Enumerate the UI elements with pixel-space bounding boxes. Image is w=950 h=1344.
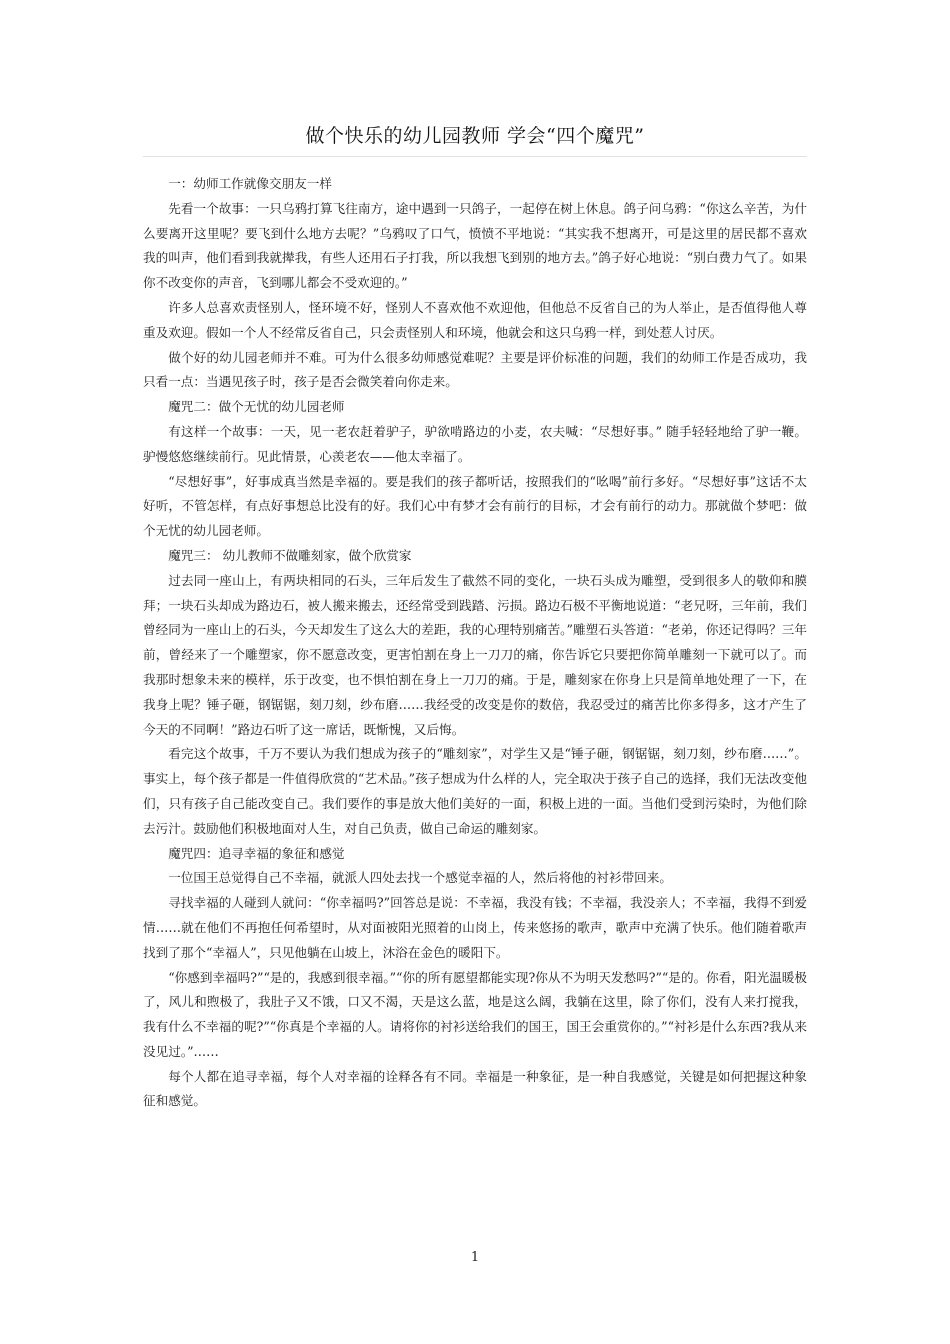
document-title: 做个快乐的幼儿园教师 学会“四个魔咒” xyxy=(305,125,645,147)
paragraph: 一位国王总觉得自己不幸福，就派人四处去找一个感觉幸福的人，然后将他的衬衫带回来。 xyxy=(168,870,672,886)
paragraph: 有这样一个故事：一天，见一老农赶着驴子，驴欲啃路边的小麦，农夫喊：“尽想好事。” 随手轻轻地给了驴一鞭。驴慢悠悠继续前行。见此情景，心羡老农——他太幸福了。 xyxy=(143,423,807,464)
page-number: 1 xyxy=(470,1250,480,1265)
paragraph: “你感到幸福吗?”“是的，我感到很幸福。”“你的所有愿望都能实现?你从不为明天发愁吗?”“是的。你看，阳光温暖极了，风儿和煦极了，我肚子又不饿，口又不渴，天是这么蓝，地是这么阔，我躺在这里，除了你们，没有人来打搅我，我有什么不幸福的呢?”“你真是个幸福的人。请将你的衬衫送给我们的国王，国王会重赏你的。”“衬衫是什么东西?我从来没见过。”…… xyxy=(143,969,807,1059)
paragraph: 看完这个故事，千万不要认为我们想成为孩子的“雕刻家”，对学生又是“锤子砸，钢锯锯，刻刀刻，纱布磨……”。事实上，每个孩子都是一件值得欣赏的“艺术品。”孩子想成为什么样的人，完全取决于孩子自己的选择，我们无法改变他们，只有孩子自己能改变自己。我们要作的事是放大他们美好的一面，积极上进的一面。当他们受到污染时，为他们除去污汁。鼓励他们积极地面对人生，对自己负责，做自己命运的雕刻家。 xyxy=(143,746,807,836)
paragraph: “尽想好事”，好事成真当然是幸福的。要是我们的孩子都听话，按照我们的“吆喝”前行多好。“尽想好事”这话不太好听，不管怎样，有点好事想总比没有的好。我们心中有梦才会有前行的目标，才会有前行的动力。那就做个梦吧：做个无忧的幼儿园老师。 xyxy=(143,473,807,539)
paragraph: 许多人总喜欢责怪别人，怪环境不好，怪别人不喜欢他不欢迎他，但他总不反省自己的为人举止，是否值得他人尊重及欢迎。假如一个人不经常反省自己，只会责怪别人和环境，他就会和这只乌鸦一样，到处惹人讨厌。 xyxy=(143,299,807,340)
section-heading-3: 魔咒三： 幼儿教师不做雕刻家，做个欣赏家 xyxy=(168,547,412,563)
section-heading-4: 魔咒四：追寻幸福的象征和感觉 xyxy=(168,845,345,861)
title-divider xyxy=(143,156,807,157)
paragraph: 每个人都在追寻幸福，每个人对幸福的诠释各有不同。幸福是一种象征，是一种自我感觉，关键是如何把握这种象征和感觉。 xyxy=(143,1068,807,1109)
section-heading-2: 魔咒二：做个无忧的幼儿园老师 xyxy=(168,399,345,415)
paragraph: 先看一个故事：一只乌鸦打算飞往南方，途中遇到一只鸽子，一起停在树上休息。鸽子问乌鸦：“你这么辛苦，为什么要离开这里呢？要飞到什么地方去呢？”乌鸦叹了口气，愤愤不平地说：“其实我不想离开，可是这里的居民都不喜欢我的叫声，他们看到我就撵我，有些人还用石子打我，所以我想飞到别的地方去。”鸽子好心地说：“别白费力气了。如果你不改变你的声音，飞到哪儿都会不受欢迎的。” xyxy=(143,200,807,291)
section-heading-1: 一：幼师工作就像交朋友一样 xyxy=(168,176,332,191)
paragraph: 做个好的幼儿园老师并不难。可为什么很多幼师感觉难呢？主要是评价标准的问题，我们的幼师工作是否成功，我只看一点：当遇见孩子时，孩子是否会微笑着向你走来。 xyxy=(143,349,807,390)
paragraph: 过去同一座山上，有两块相同的石头，三年后发生了截然不同的变化，一块石头成为雕塑，受到很多人的敬仰和膜拜；一块石头却成为路边石，被人搬来搬去，还经常受到践踏、污损。路边石极不平衡地说道：“老兄呀，三年前，我们曾经同为一座山上的石头，今天却发生了这么大的差距，我的心理特别痛苦。”雕塑石头答道：“老弟，你还记得吗？三年前，曾经来了一个雕塑家，你不愿意改变，更害怕割在身上一刀刀的痛，你告诉它只要把你简单雕刻一下就可以了。而我那时想象未来的模样，乐于改变，也不惧怕割在身上一刀刀的痛。于是，雕刻家在你身上只是简单地处理了一下，在我身上呢？锤子砸，钢锯锯，刻刀刻，纱布磨……我经受的改变是你的数倍，我忍受过的痛苦比你多得多，这才产生了今天的不同啊！”路边石听了这一席话，既惭愧，又后悔。 xyxy=(143,572,807,737)
document-body xyxy=(143,172,807,1114)
paragraph: 寻找幸福的人碰到人就问：“你幸福吗?”回答总是说：不幸福，我没有钱；不幸福，我没亲人；不幸福，我得不到爱情……就在他们不再抱任何希望时，从对面被阳光照着的山岗上，传来悠扬的歌声，歌声中充满了快乐。他们随着歌声找到了那个“幸福人”，只见他躺在山坡上，沐浴在金色的暖阳下。 xyxy=(143,895,807,960)
